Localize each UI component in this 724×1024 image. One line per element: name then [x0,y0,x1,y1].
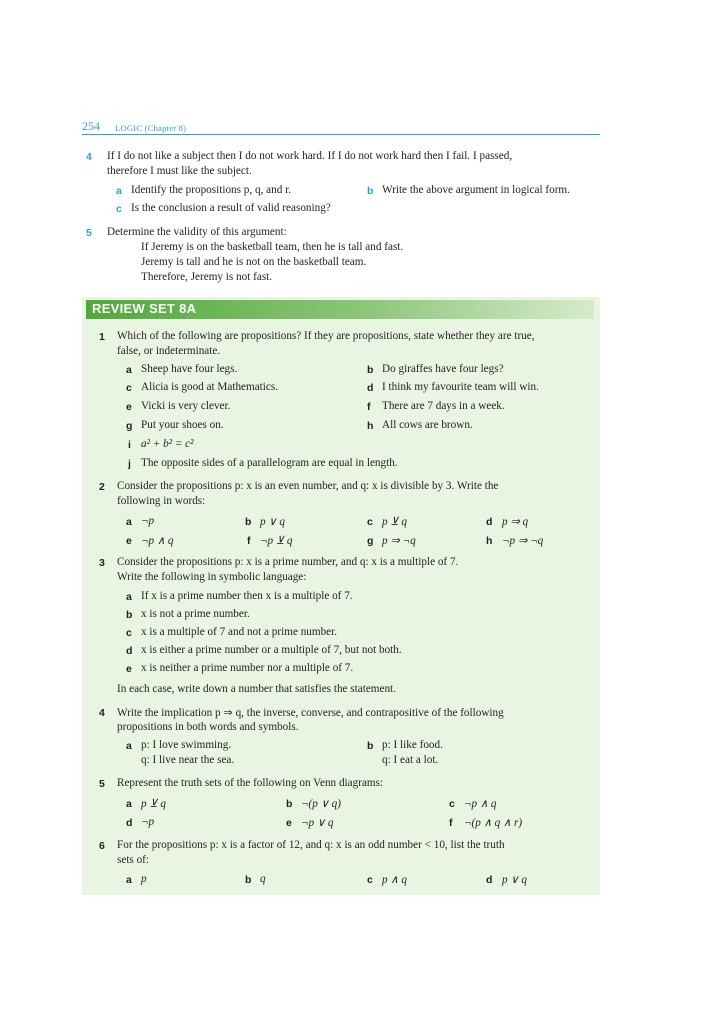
q4-a-text: Identify the propositions p, q, and r. [131,184,292,196]
review-q5-a-label: a [126,798,132,810]
review-q2-f-text: ¬p ⊻ q [260,535,293,547]
review-q5-f-label: f [449,817,453,829]
review-q4-b-label: b [367,740,374,752]
review-q2-b-text: p ∨ q [260,516,285,528]
review-q1-d-text: I think my favourite team will win. [382,381,539,393]
review-q1-h-label: h [367,420,374,432]
review-q4-a-label: a [126,740,132,752]
question-5-number: 5 [86,227,92,239]
review-q6-d-text: p ∨ q [502,874,527,886]
question-5-line-4: Therefore, Jeremy is not fast. [141,271,273,283]
page-number: 254 [82,119,100,133]
review-q2-h-text: ¬p ⇒ ¬q [502,535,544,547]
review-q1-e-label: e [126,401,132,413]
review-q1-i-text: a² + b² = c² [141,438,194,450]
review-q3-e-text: x is neither a prime number nor a multiple of 7. [141,662,354,674]
review-q1-b-text: Do giraffes have four legs? [382,363,504,375]
review-q1-a-text: Sheep have four legs. [141,363,238,375]
review-q3-e-label: e [126,663,132,675]
review-q3-footer: In each case, write down a number that satisfies the statement. [117,683,396,695]
review-q6-a-text: p [141,873,147,885]
review-q1-c-text: Alicia is good at Mathematics. [141,381,279,393]
review-q1-b-label: b [367,364,374,376]
review-q4-b-q: q: I eat a lot. [382,754,439,766]
review-q1-e-text: Vicki is very clever. [141,400,231,412]
q4-b-label: b [367,185,374,197]
review-q5-f-text: ¬(p ∧ q ∧ r) [464,817,523,829]
question-4-line-1: If I do not like a subject then I do not work hard. If I do not work hard then I fail. I passed, [107,150,513,162]
review-q4-b-p: p: I like food. [382,739,443,751]
review-q2-a-text: ¬p [141,515,155,527]
review-q5-e-label: e [286,817,292,829]
q4-a-label: a [116,185,122,197]
review-q3-line-1: Consider the propositions p: x is a prime number, and q: x is a multiple of 7. [117,556,459,568]
review-q6-number: 6 [99,840,105,852]
header-rule [82,134,600,135]
review-q5-c-text: ¬p ∧ q [464,798,497,810]
question-4-line-2: therefore I must like the subject. [107,165,252,177]
review-q2-e-label: e [126,535,132,547]
review-q6-b-text: q [260,873,266,885]
review-q2-c-text: p ⊻ q [382,516,407,528]
review-q3-d-text: x is either a prime number or a multiple of 7, but not both. [141,644,402,656]
review-q2-line-2: following in words: [117,495,206,507]
review-q3-b-text: x is not a prime number. [141,608,250,620]
review-q1-f-text: There are 7 days in a week. [382,400,505,412]
running-title: LOGIC (Chapter 8) [115,123,187,133]
review-q2-d-label: d [486,516,493,528]
review-q3-c-label: c [126,627,132,639]
review-q1-a-label: a [126,364,132,376]
review-q1-i-label: i [128,439,131,451]
review-q1-line-2: false, or indeterminate. [117,345,221,357]
review-q1-g-text: Put your shoes on. [141,419,224,431]
review-q3-a-text: If x is a prime number then x is a multiple of 7. [141,590,353,602]
review-q4-a-q: q: I live near the sea. [141,754,235,766]
review-q3-a-label: a [126,591,132,603]
review-q5-d-text: ¬p [141,816,155,828]
review-q4-line-2: propositions in both words and symbols. [117,721,299,733]
review-q2-h-label: h [486,535,493,547]
review-q4-a-p: p: I love swimming. [141,739,232,751]
question-5-line-2: If Jeremy is on the basketball team, then he is tall and fast. [141,241,404,253]
review-q2-line-1: Consider the propositions p: x is an even number, and q: x is divisible by 3. Write the [117,480,499,492]
review-q6-c-label: c [367,874,373,886]
review-q6-d-label: d [486,874,493,886]
review-q6-c-text: p ∧ q [382,874,407,886]
q4-c-text: Is the conclusion a result of valid reasoning? [131,202,331,214]
review-q5-e-text: ¬p ∨ q [301,817,334,829]
review-q6-b-label: b [245,874,252,886]
review-q3-number: 3 [99,557,105,569]
review-q1-h-text: All cows are brown. [382,419,473,431]
review-q4-line-1: Write the implication p ⇒ q, the inverse, converse, and contrapositive of the following [117,707,504,719]
review-q5-b-label: b [286,798,293,810]
review-q4-number: 4 [99,707,105,719]
review-q5-number: 5 [99,778,105,790]
review-q2-f-label: f [247,535,251,547]
review-q5-a-text: p ⊻ q [141,798,166,810]
question-4-number: 4 [86,151,92,163]
review-q6-line-1: For the propositions p: x is a factor of 12, and q: x is an odd number < 10, list the truth [117,839,505,851]
review-q2-d-text: p ⇒ q [502,516,529,528]
q4-c-label: c [116,203,122,215]
review-q2-a-label: a [126,516,132,528]
question-5-line-3: Jeremy is tall and he is not on the basketball team. [141,256,367,268]
review-q1-d-label: d [367,382,374,394]
q4-b-text: Write the above argument in logical form. [382,184,570,196]
question-5-line-1: Determine the validity of this argument: [107,226,287,238]
review-q2-c-label: c [367,516,373,528]
review-q1-number: 1 [99,331,105,343]
review-q3-d-label: d [126,645,133,657]
review-q5-line-1: Represent the truth sets of the following on Venn diagrams: [117,777,384,789]
review-q2-g-label: g [367,535,374,547]
review-q3-c-text: x is a multiple of 7 and not a prime number. [141,626,338,638]
review-q1-line-1: Which of the following are propositions? If they are propositions, state whether they are true, [117,330,535,342]
review-q2-g-text: p ⇒ ¬q [382,535,416,547]
review-q3-b-label: b [126,609,133,621]
review-q3-line-2: Write the following in symbolic language: [117,571,307,583]
review-q1-g-label: g [126,420,133,432]
review-q6-a-label: a [126,874,132,886]
review-q5-b-text: ¬(p ∨ q) [301,798,341,810]
review-q1-j-text: The opposite sides of a parallelogram are equal in length. [141,457,398,469]
review-q5-c-label: c [449,798,455,810]
review-q2-e-text: ¬p ∧ q [141,535,174,547]
review-q5-d-label: d [126,817,133,829]
review-q2-b-label: b [245,516,252,528]
review-q1-c-label: c [126,382,132,394]
review-q1-f-label: f [367,401,371,413]
review-q1-j-label: j [128,458,131,470]
review-set-title: REVIEW SET 8A [92,301,197,316]
review-q2-number: 2 [99,481,105,493]
review-q6-line-2: sets of: [117,854,150,866]
